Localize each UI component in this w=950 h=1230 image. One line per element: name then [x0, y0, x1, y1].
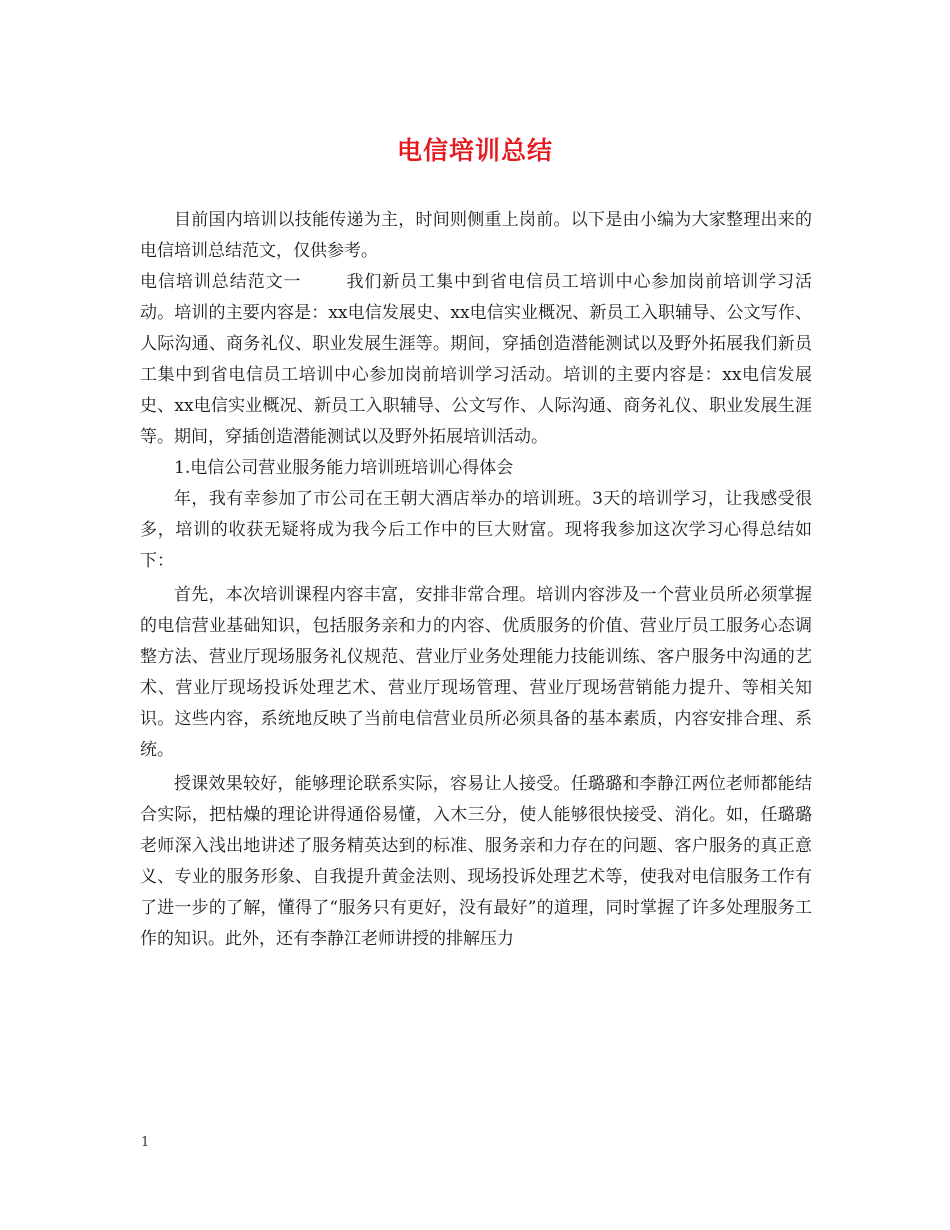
sample-paragraph: [140, 267, 812, 453]
page-number: 1: [141, 1135, 150, 1150]
body-paragraph: 授课效果较好，能够理论联系实际，容易让人接受。任璐璐和李静江两位老师都能结合实际，把枯燥的理论讲得通俗易懂，入木三分，使人能够很快接受、消化。如，任璐璐老师深入浅出地讲述了服务精英达到的标准、服务亲和力存在的问题、客户服务的真正意义、专业的服务形象、自我提升黄金法则、现场投诉处理艺术等，使我对电信服务工作有了进一步的了解，懂得了“服务只有更好，没有最好”的道理，同时掌握了许多处理服务工作的知识。此外，还有李静江老师讲授的排解压力: [140, 774, 812, 949]
sample-body: 我们新员工集中到省电信员工培训中心参加岗前培训学习活动。培训的主要内容是：xx电信发展史、xx电信实业概况、新员工入职辅导、公文写作、人际沟通、商务礼仪、职业发展生涯等。期间，穿插创造潜能测试以及野外拓展我们新员工集中到省电信员工培训中心参加岗前培训学习活动。培训的主要内容是：xx电信发展史、xx电信实业概况、新员工入职辅导、公文写作、人际沟通、商务礼仪、职业发展生涯等。期间，穿插创造潜能测试以及野外拓展培训活动。: [140, 272, 813, 447]
body-paragraph: 年，我有幸参加了市公司在王朝大酒店举办的培训班。3天的培训学习，让我感受很多，培训的收获无疑将成为我今后工作中的巨大财富。现将我参加这次学习心得总结如下：: [140, 489, 812, 571]
section-heading: 1.电信公司营业服务能力培训班培训心得体会: [174, 458, 514, 478]
document-body: [140, 205, 812, 955]
intro-paragraph: 目前国内培训以技能传递为主，时间则侧重上岗前。以下是由小编为大家整理出来的电信培训总结范文，仅供参考。: [140, 210, 812, 261]
document-title: 电信培训总结: [396, 136, 553, 165]
sample-label: 电信培训总结范文一: [140, 272, 302, 292]
body-paragraph: 首先，本次培训课程内容丰富，安排非常合理。培训内容涉及一个营业员所必须掌握的电信营业基础知识，包括服务亲和力的内容、优质服务的价值、营业厅员工服务心态调整方法、营业厅现场服务礼仪规范、营业厅业务处理能力技能训练、客户服务中沟通的艺术、营业厅现场投诉处理艺术、营业厅现场管理、营业厅现场营销能力提升、等相关知识。这些内容，系统地反映了当前电信营业员所必须具备的基本素质，内容安排合理、系统。: [140, 585, 812, 760]
